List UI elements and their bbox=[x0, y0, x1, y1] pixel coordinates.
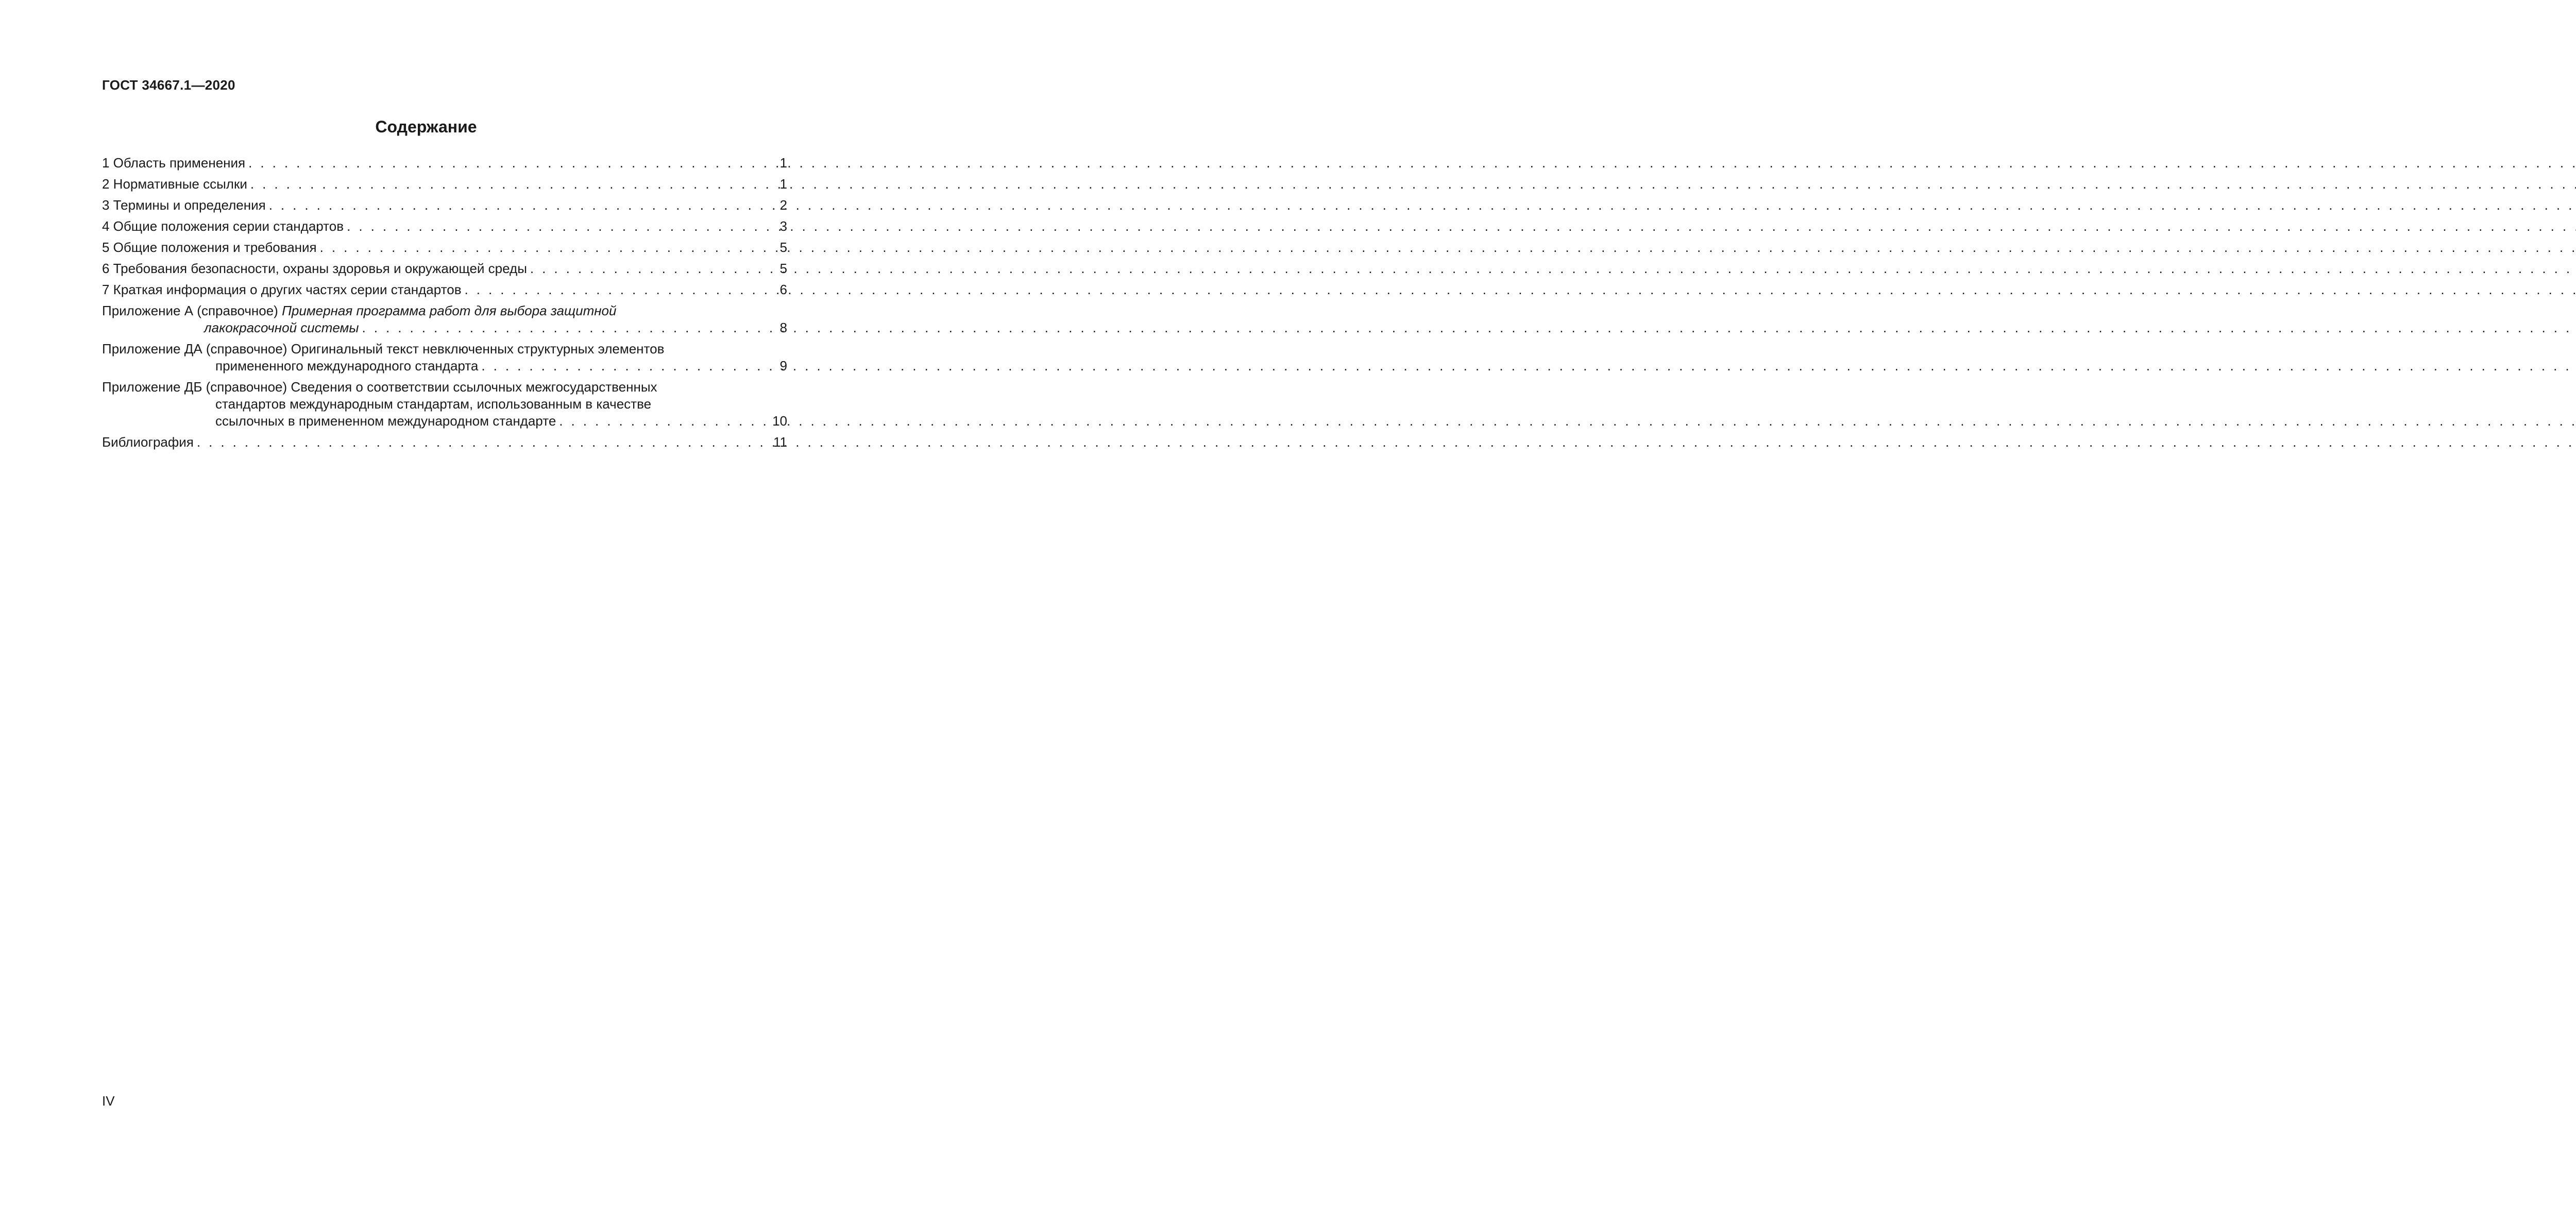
toc-page-number: 9 bbox=[779, 358, 787, 374]
dot-leader bbox=[462, 281, 779, 298]
page-number: IV bbox=[102, 1093, 115, 1109]
toc-entry-text: 6 Требования безопасности, охраны здоровья и окружающей среды bbox=[102, 261, 527, 276]
dot-leader bbox=[344, 218, 778, 235]
dot-leader bbox=[247, 176, 779, 193]
toc-page-number: 1 bbox=[779, 176, 787, 192]
toc-entry-text: 2 Нормативные ссылки bbox=[102, 176, 247, 192]
toc-entry-6[interactable] bbox=[102, 260, 787, 277]
toc-entry-bibliography[interactable] bbox=[102, 434, 787, 451]
table-of-contents bbox=[102, 155, 787, 455]
appendix-title-line1: Сведения о соответствии ссылочных межгосударственных bbox=[291, 379, 657, 395]
toc-entry-text: 3 Термины и определения bbox=[102, 197, 266, 213]
toc-entry-2[interactable] bbox=[102, 176, 787, 193]
toc-page-number: 5 bbox=[779, 240, 787, 255]
toc-entry-text: Библиография bbox=[102, 434, 194, 450]
appendix-title-line2: стандартов международным стандартам, использованным в качестве bbox=[215, 396, 652, 412]
toc-entry-text: 5 Общие положения и требования bbox=[102, 240, 317, 255]
appendix-title-line2: примененного международного стандарта bbox=[215, 358, 479, 374]
toc-entry-appendix-a[interactable] bbox=[102, 302, 787, 336]
toc-entry-appendix-da[interactable] bbox=[102, 341, 787, 375]
dot-leader bbox=[317, 239, 779, 256]
toc-page-number: 8 bbox=[779, 320, 787, 335]
toc-page-number: 1 bbox=[779, 155, 787, 171]
dot-leader bbox=[478, 358, 778, 375]
appendix-prefix: Приложение ДА (справочное) bbox=[102, 341, 287, 357]
toc-page-number: 10 bbox=[772, 413, 787, 429]
toc-title: Содержание bbox=[375, 117, 477, 136]
toc-entry-text: 7 Краткая информация о других частях серии стандартов bbox=[102, 282, 462, 297]
appendix-prefix: Приложение ДБ (справочное) bbox=[102, 379, 287, 395]
toc-entry-5[interactable] bbox=[102, 239, 787, 256]
toc-entry-1[interactable] bbox=[102, 155, 787, 172]
standard-code: ГОСТ 34667.1—2020 bbox=[102, 77, 235, 93]
appendix-title-line1: Примерная программа работ для выбора защитной bbox=[282, 303, 617, 318]
toc-entry-appendix-db[interactable] bbox=[102, 379, 787, 430]
toc-entry-text: 1 Область применения bbox=[102, 155, 246, 171]
appendix-title-line1: Оригинальный текст невключенных структурных элементов bbox=[291, 341, 665, 357]
toc-entry-7[interactable] bbox=[102, 281, 787, 298]
toc-page-number: 5 bbox=[779, 261, 787, 276]
toc-page-number: 6 bbox=[779, 282, 787, 297]
toc-entry-3[interactable] bbox=[102, 197, 787, 214]
dot-leader bbox=[556, 413, 771, 430]
toc-page-number: 3 bbox=[779, 218, 787, 234]
dot-leader bbox=[266, 197, 779, 214]
dot-leader bbox=[359, 319, 779, 336]
toc-page-number: 11 bbox=[773, 434, 787, 450]
dot-leader bbox=[245, 155, 778, 172]
appendix-prefix: Приложение А (справочное) bbox=[102, 303, 278, 318]
dot-leader bbox=[194, 434, 772, 451]
toc-page-number: 2 bbox=[779, 197, 787, 213]
appendix-title-line3: ссылочных в примененном международном стандарте bbox=[215, 413, 556, 429]
dot-leader bbox=[527, 260, 779, 277]
appendix-title-line2: лакокрасочной системы bbox=[204, 320, 359, 335]
toc-entry-text: 4 Общие положения серии стандартов bbox=[102, 218, 344, 234]
toc-entry-4[interactable] bbox=[102, 218, 787, 235]
